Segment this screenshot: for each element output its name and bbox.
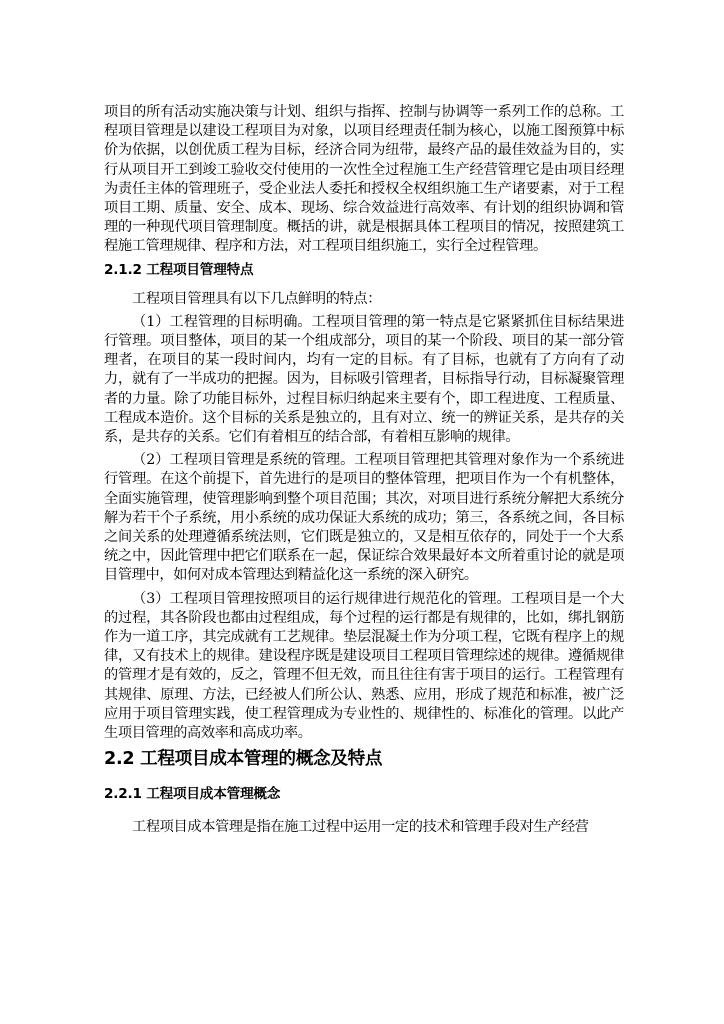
- point-3-paragraph: （3）工程项目管理按照项目的运行规律进行规范化的管理。工程项目是一个大的过程，其各阶段也都由过程组成，每个过程的运行都是有规律的，比如，绑扎钢筋作为一道工序，其完成就有工艺规律。垫层混凝土作为分项工程，它既有程序上的规律，又有技术上的规律。建设程序既是建设项目工程项目管理综述的规律。遵循规律的管理才是有效的，反之，管理不但无效，而且往往有害于项目的运行。工程管理有其规律、原理、方法，已经被人们所公认、熟悉、应用，形成了规范和标准，被广泛应用于项目管理实践，使工程管理成为专业性的、规律性的、标准化的管理。以此产生项目管理的高效率和高成功率。: [104, 590, 624, 742]
- section-2-1-2-lead: 工程项目管理具有以下几点鲜明的特点：: [132, 290, 382, 307]
- section-2-2-1-heading: 2.2.1 工程项目成本管理概念: [104, 786, 281, 803]
- section-2-1-2-heading: 2.1.2 工程项目管理特点: [104, 261, 254, 278]
- point-1-paragraph: （1）工程管理的目标明确。工程项目管理的第一特点是它紧紧抓住目标结果进行管理。项目整体，项目的某一个组成部分，项目的某一个阶段、项目的某一部分管理者，在项目的某一段时间内，均有一定的目标。有了目标，也就有了方向有了动力，就有了一半成功的把握。因为，目标吸引管理者，目标指导行动，目标凝聚管理者的力量。除了功能目标外，过程目标归纳起来主要有个，即工程进度、工程质量、工程成本造价。这个目标的关系是独立的，且有对立、统一的辨证关系，是共存的关系，是共存的关系。它们有着相互的结合部，有着相互影响的规律。: [104, 313, 624, 446]
- section-2-2-1-paragraph: 工程项目成本管理是指在施工过程中运用一定的技术和管理手段对生产经营: [132, 819, 589, 836]
- section-2-2-heading: 2.2 工程项目成本管理的概念及特点: [104, 749, 383, 770]
- spacer: [104, 771, 624, 785]
- intro-paragraph: 项目的所有活动实施决策与计划、组织与指挥、控制与协调等一系列工作的总称。工程项目管理是以建设工程项目为对象，以项目经理责任制为核心，以施工图预算中标价为依据，以创优质工程为目标，经济合同为纽带，最终产品的最佳效益为目的，实行从项目开工到竣工验收交付使用的一次性全过程施工生产经营管理它是由项目经理为责任主体的管理班子，受企业法人委托和授权全权组织施工生产诸要素，对于工程项目工期、质量、安全、成本、现场、综合效益进行高效率、有计划的组织协调和管理的一种现代项目管理制度。概括的讲，就是根据具体工程项目的情况，按照建筑工程施工管理规律、程序和方法，对工程项目组织施工，实行全过程管理。: [104, 104, 624, 255]
- document-page: [104, 103, 624, 838]
- spacer: [104, 280, 624, 290]
- spacer: [104, 804, 624, 818]
- point-2-paragraph: （2）工程项目管理是系统的管理。工程项目管理把其管理对象作为一个系统进行管理。在这个前提下，首先进行的是项目的整体管理，把项目作为一个有机整体，全面实施管理，使管理影响到整个项目范围；其次，对项目进行系统分解把大系统分解为若干个子系统，用小系统的成功保证大系统的成功；第三，各系统之间，各目标之间关系的处理遵循系统法则，它们既是独立的，又是相互依存的，同处于一个大系统之中，因此管理中把它们联系在一起，保证综合效果最好本文所着重讨论的就是项目管理中，如何对成本管理达到精益化这一系统的深入研究。: [104, 452, 624, 584]
